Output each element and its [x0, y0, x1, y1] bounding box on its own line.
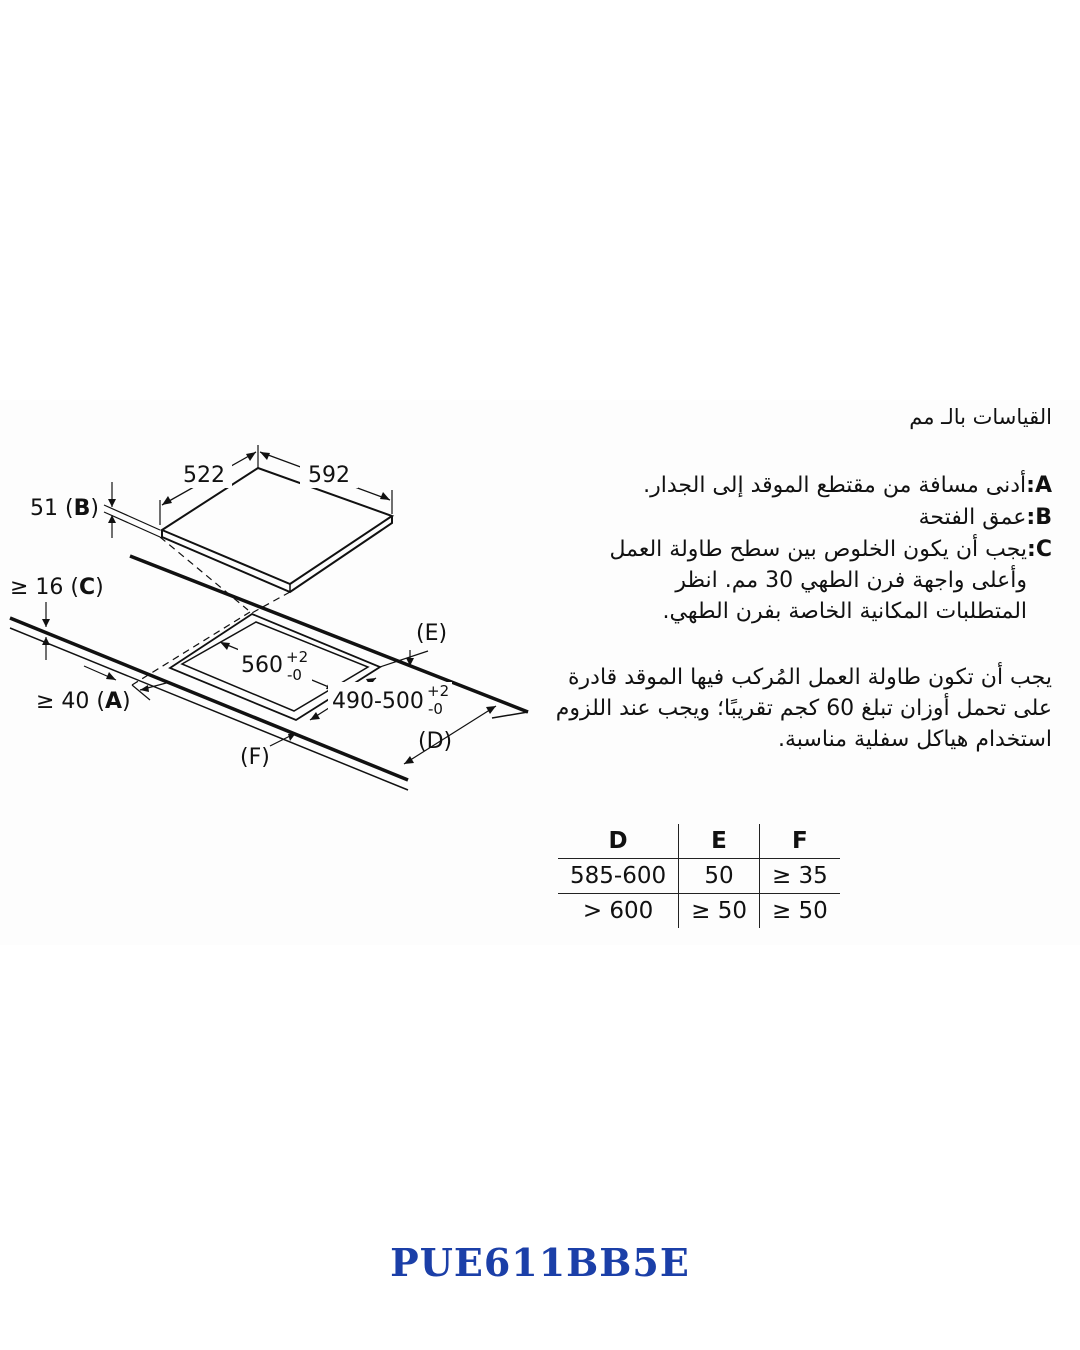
legend-key: A: [1026, 473, 1052, 498]
dimension-arrow [140, 685, 149, 692]
legend-text: أدنى مسافة من مقتطع الموقد إلى الجدار. [643, 473, 1027, 498]
dimension-arrow [288, 733, 296, 741]
dimension-arrow [380, 492, 390, 500]
dimension-arrow [404, 756, 414, 764]
table-header: D [558, 824, 679, 859]
key-e-label: (E) [416, 621, 448, 646]
table-header: E [679, 824, 760, 859]
dim-width-label: 592 [308, 463, 350, 488]
dimension-arrow [310, 712, 320, 720]
tolerance-plus: +2 [427, 682, 450, 700]
legend-item-c [587, 534, 1052, 627]
product-code: PUE611BB5E [390, 1240, 690, 1285]
worktop-side-edge [492, 712, 528, 718]
legend-item-a [586, 470, 1052, 501]
table-cell: ≥ 35 [759, 859, 839, 894]
table-row [558, 894, 840, 929]
dim-b-label: 51 (B) [30, 496, 99, 521]
dim-depth-label: 522 [183, 463, 225, 488]
legend-key: B: [1026, 505, 1052, 530]
units-heading: القياسات بالـ مم [909, 405, 1052, 429]
tolerance-plus: +2 [286, 648, 309, 666]
cutout-width-label: 560 [241, 653, 283, 678]
table-header: F [759, 824, 839, 859]
clearance-table [558, 824, 840, 928]
key-f-label: (F) [240, 745, 270, 770]
legend-text: يجب أن يكون الخلوص بين سطح طاولة العمل وأعلى واجهة فرن الطهي 30 مم. انظر المتطلبات المكانية الخاصة بفرن الطهي. [609, 537, 1028, 624]
key-d-label: (D) [418, 729, 453, 754]
legend-item-b [586, 502, 1052, 533]
legend-key: C: [1027, 537, 1052, 562]
dimension-arrow [486, 706, 496, 714]
table-row [558, 859, 840, 894]
dimension-arrow [220, 642, 230, 650]
dimension-arrow [42, 619, 50, 627]
table-cell: 585-600 [558, 859, 679, 894]
dimension-arrow [246, 452, 256, 461]
table-cell: 50 [679, 859, 760, 894]
dim-a-label: ≥ 40 (A) [36, 689, 131, 714]
dimension-arrow [260, 452, 270, 460]
table-cell: ≥ 50 [679, 894, 760, 929]
table-cell: ≥ 50 [759, 894, 839, 929]
dimension-arrow [108, 499, 116, 507]
dimension-arrow [106, 672, 116, 680]
dimension-arrow [162, 496, 172, 505]
table-cell: > 600 [582, 898, 654, 924]
cutout-depth-label: 490-500 [332, 689, 424, 714]
table-header-row [558, 824, 840, 859]
worktop-note: يجب أن تكون طاولة العمل المُركب فيها الموقد قادرة على تحمل أوزان تبلغ 60 كجم تقريبًا؛ ويجب عند اللزوم استخدام هياكل سفلية مناسبة. [555, 665, 1052, 752]
tolerance-minus: -0 [287, 666, 302, 684]
legend-text: عمق الفتحة [918, 505, 1027, 530]
dim-c-label: ≥ 16 (C) [10, 575, 104, 600]
tolerance-minus: -0 [428, 700, 443, 718]
